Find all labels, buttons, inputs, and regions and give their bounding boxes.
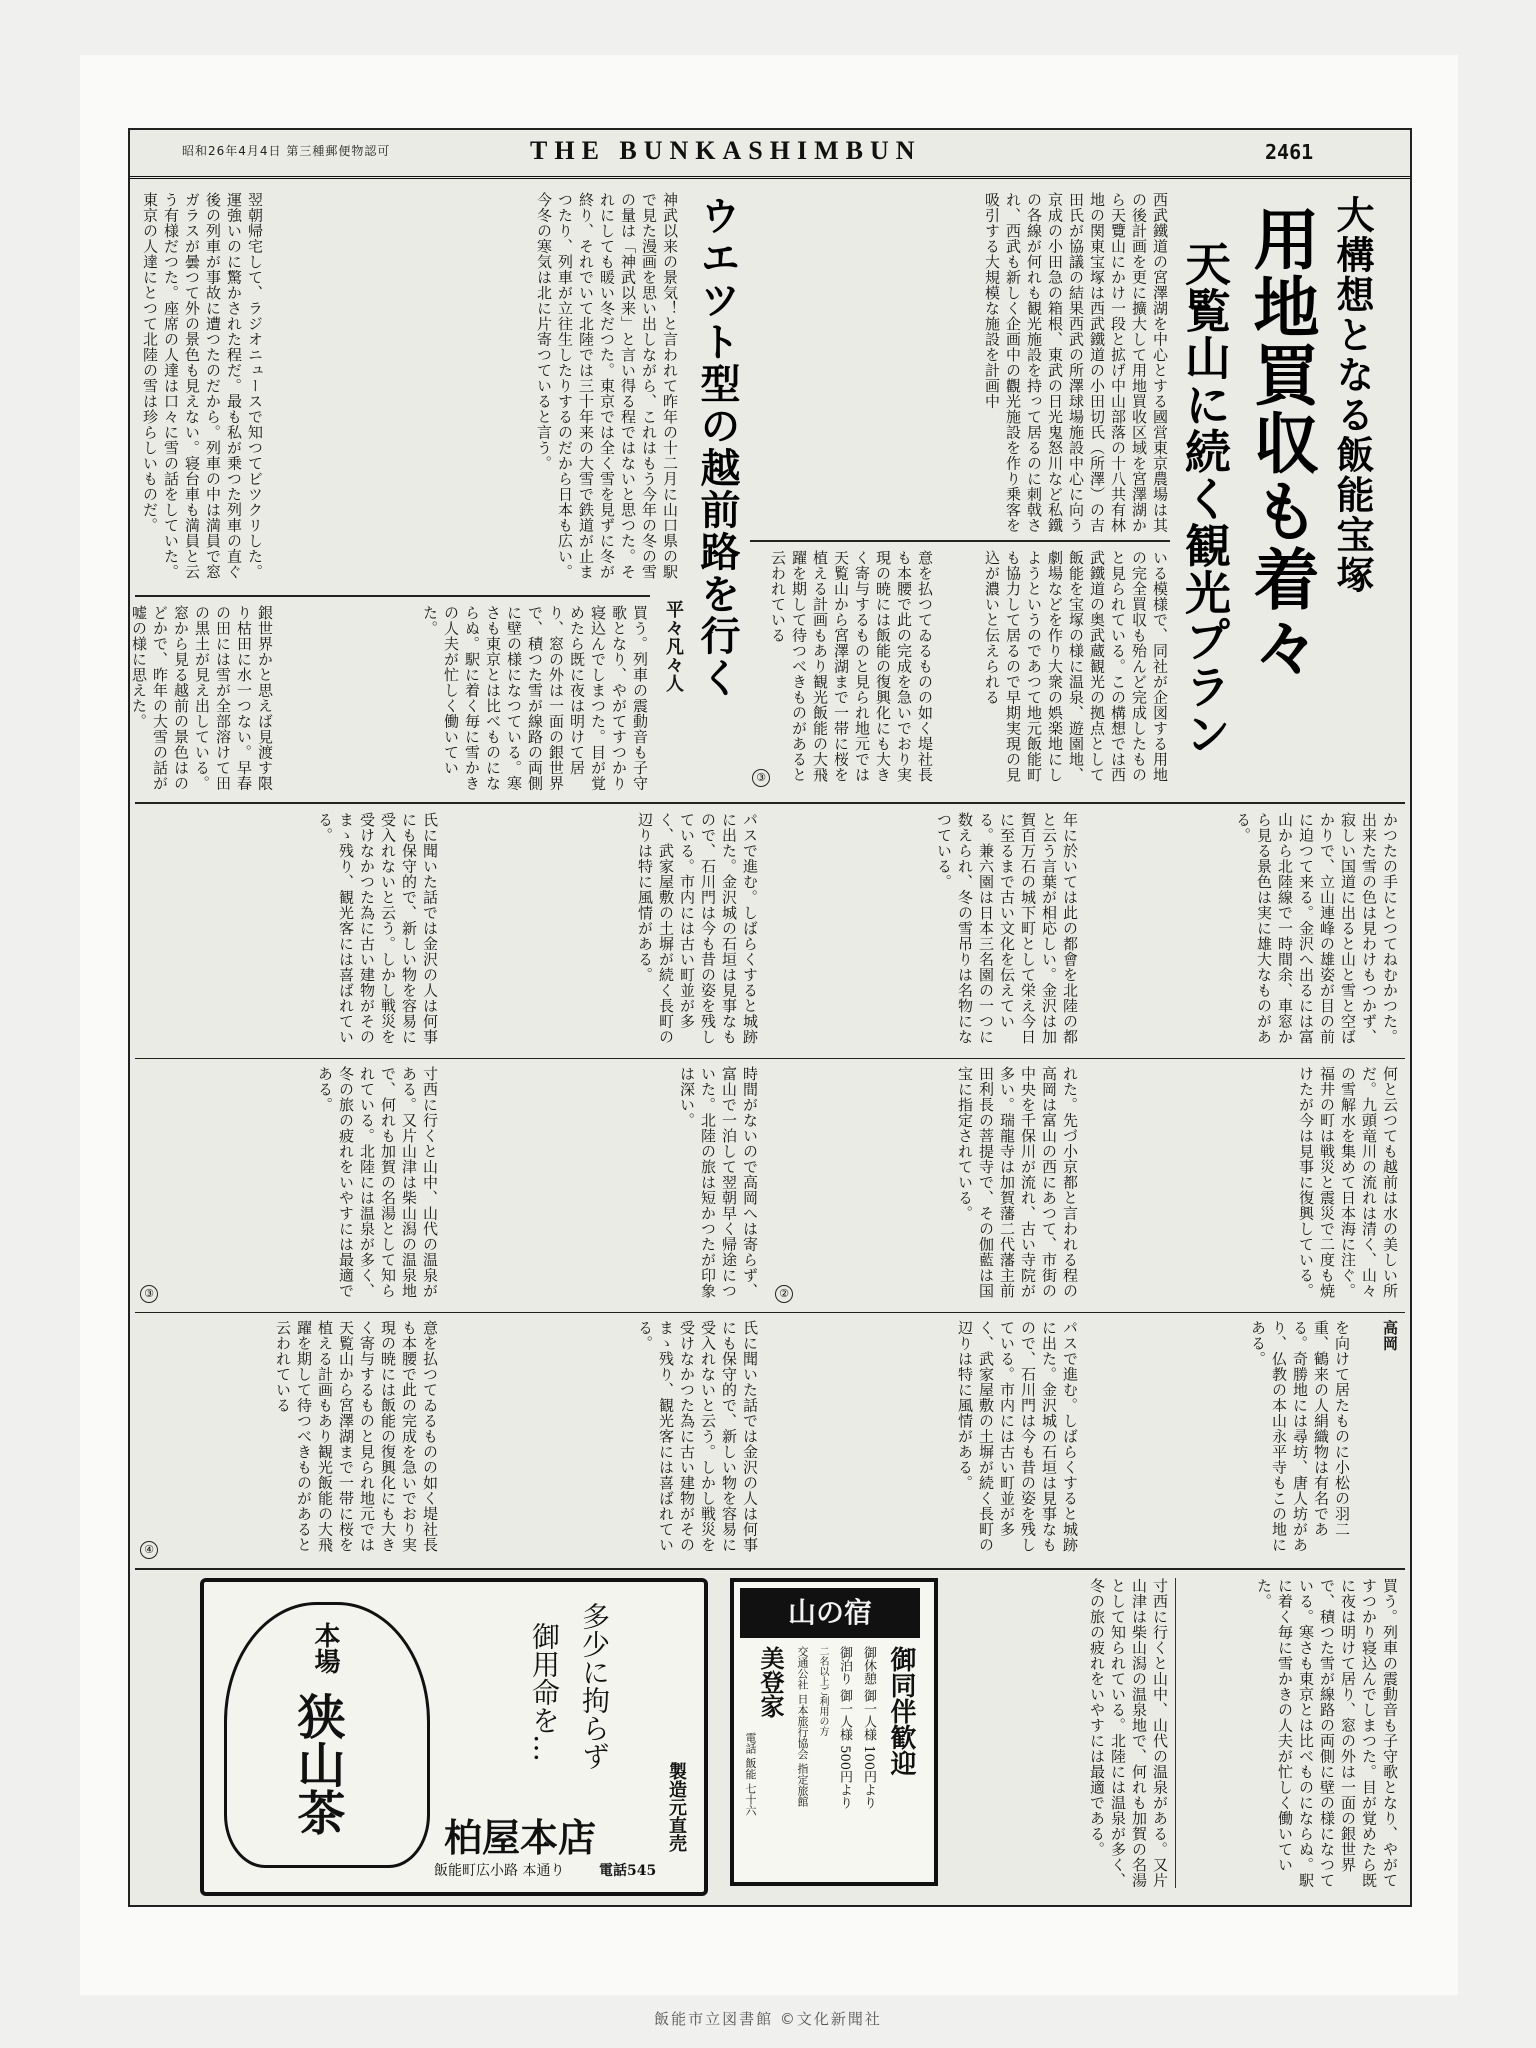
tea-slogan-2: 御用命を…: [528, 1622, 561, 1762]
article1-body-1: 西武鐵道の宮澤湖を中心とする國営東京農場は其の後計画を更に擴大して用地買收区域を宮澤湖から天覽山にかけ一段と拡げ中山部落の十八共有林地の関東宝塚は西武鐵道の小田切氏（所澤）の吉田氏が協議の結果西武の所澤球場施設中心に向う京成の小田急の箱根、東武の日光鬼怒川など私鐵の各線が何れも観光施設を持って居るのに刺戟され、西武も新しく企画中の觀光施設を作り乗客を吸引する大規模な施設を計画中: [983, 192, 1169, 533]
middle-text-2: 年に於いては此の都會を北陸の都と云う言葉が相応しい。金沢は加賀百万石の城下町として栄え今日に至るまで古い文化を伝えている。兼六園は日本三名園の一つに数えられ、冬の雪吊りは名物になつている。: [935, 812, 1079, 1045]
tea-address: 飯能町広小路 本通り: [434, 1863, 565, 1879]
bottom-text-2: 買う。列車の震動音も子守歌となり、やがてすつかり寝込んでしまつた。目が覚めたら既に夜は明けて居り、窓の外は一面の銀世界で、積つた雪が線路の両側に壁の様になつている。寒さも東京とは比べものにならぬ。駅に着く毎に雪かきの人夫が忙しく働いていた。: [1255, 1578, 1399, 1888]
library-credit: 飯能市立図書館 ©文化新聞社: [654, 2010, 882, 2028]
middle-text-1: かつたの手にとつてねむかつた。出来た雪の色は見わけもつかず、寂しい国道に出ると山と雪と空ばかりで、立山連峰の雄姿が目の前に迫つて来る。金沢へ出るには富山から北陸線で一時間余、車窓から見る景色は実に雄大なものがある。: [1234, 812, 1399, 1045]
tea-brand-top: 本場: [310, 1622, 340, 1674]
tea-slogan-1: 多少に拘らず: [578, 1602, 611, 1770]
middle-text-13: 意を払つてゐるものの如く堤社長も本腰で此の完成を急いでおり実現の暁には飯能の復興化にも大きく寄与するものと見られ地元では天覧山から宮澤湖まで一帯に桜を植える計画もあり観光飯能の大飛躍を期して待つべきものがあると云われている: [274, 1320, 439, 1553]
inn-phone: 電話 飯能 七十六: [744, 1732, 757, 1816]
middle-number-3-mark: ④: [140, 1541, 158, 1559]
middle-text-3: パスで進む。しばらくすると城跡に出た。金沢城の石垣は見事なもので、石川門は今も昔の姿を残している。市内には古い町並が多く、武家屋敷の土塀が続く長町の辺りは特に風情がある。: [636, 812, 759, 1045]
article2-body-4: 銀世界かと思えば見渡す限り枯田に水一つない。早春の田には雪が全部溶けて田の黒土が見え出している。窓から見る越前の景色はのどかで、昨年の大雪の話が嘘の様に思えた。: [130, 605, 274, 791]
middle-text-10: を向けて居たものに小松の羽二重、鶴来の人絹織物は有名である。奇勝地には尋坊、唐人坊があり、仏教の本山永平寺もこの地にある。: [1249, 1320, 1351, 1553]
inn-line-1: 御休憩 御一人様 100円より: [861, 1646, 876, 1810]
lower-section-divider: [135, 1568, 1405, 1570]
middle-number-1: [775, 1282, 795, 1302]
article1-divider: [750, 540, 1170, 542]
article1-number-mark: ③: [752, 769, 770, 787]
inn-line-2: 御泊り 御一人様 500円より: [837, 1646, 852, 1810]
middle-text-8: 寸西に行くと山中、山代の温泉がある。又片山津は柴山潟の温泉地で、何れも加賀の名湯として知られている。北陸には温泉が多く、冬の旅の疲れをいやすには最適である。: [316, 1066, 439, 1299]
article2-divider: [135, 595, 650, 597]
middle-divider-2: [135, 1312, 1405, 1313]
article2-headline: ウエツト型の越前路を行く: [694, 195, 741, 699]
article1-headline-c: 天覧山に続く観光プラン: [1178, 240, 1232, 757]
newspaper-page: [128, 128, 1412, 1907]
tea-shop-advertisement: [200, 1578, 708, 1896]
inn-name: 美登家: [756, 1646, 785, 1718]
middle-number-1-mark: ②: [775, 1285, 793, 1303]
masthead: [130, 130, 1410, 179]
middle-number-2-mark: ③: [140, 1285, 158, 1303]
article2-body-1: 神武以来の景気！と言われて昨年の十二月に山口県の駅で見た漫画を思い出しながら、これはもう今年の冬の雪の量は「神武以来」と言い得る程ではないと思つた。それにしても暖い冬だつた。東京では全く雪を見ずに冬が終り、それでいて北陸では三十年来の大雪で鉄道が止まつたり、列車が立往生したりするのだから日本も広い。今冬の寒気は北に片寄つていると言う。: [535, 192, 679, 580]
inn-logo-text: 山の宿: [787, 1596, 872, 1629]
inn-line-3: 二名以上ご利用の方: [817, 1646, 828, 1736]
article1-number: [752, 766, 772, 786]
middle-text-11: パスで進む。しばらくすると城跡に出た。金沢城の石垣は見事なもので、石川門は今も昔の姿を残している。市内には古い町並が多く、武家屋敷の土塀が続く長町の辺りは特に風情がある。: [956, 1320, 1079, 1553]
masthead-title: THE BUNKASHIMBUN: [530, 136, 922, 165]
issue-number: 2461: [1265, 140, 1314, 164]
article1-body-3: 意を払つてゐるものの如く堤社長も本腰で此の完成を急いでおり実現の暁には飯能の復興化にも大きく寄与するものと見られ地元では天覧山から宮澤湖まで一帯に桜を植える計画もあり観光飯能の大飛躍を期して待つべきものがあると云われている: [769, 550, 934, 783]
article1-headline-b: 用地買収も着々: [1242, 205, 1319, 681]
bottom-text-1: 寸西に行くと山中、山代の温泉がある。又片山津は柴山潟の温泉地で、何れも加賀の名湯として知られている。北陸には温泉が多く、冬の旅の疲れをいやすには最適である。: [1088, 1578, 1169, 1888]
middle-divider-1: [135, 1058, 1405, 1059]
middle-text-9: 高岡: [1381, 1320, 1399, 1351]
article2-body-2: 翌朝帰宅して、ラジオニュースで知つてビツクリした。運強いのに驚かされた程だ。最も私が乗つた列車の直ぐ後の列車が事故に遭つたのだから。列車の中は満員で窓ガラスが曇つて外の景色も見えない。寝台車も満員と云う有様だつた。座席の人達は口々に雪の話をしていた。東京の人達にとつて北陸の雪は珍らしいものだ。: [141, 192, 264, 580]
article1-headline-a: 大構想となる飯能宝塚: [1330, 195, 1374, 595]
article2-byline: 平々凡々人: [663, 600, 684, 693]
middle-text-4: 氏に聞いた話では金沢の人は何事にも保守的で、新しい物を容易に受入れないと云う。しかし戦災を受けなかつた為に古い建物がそのまゝ残り、観光客には喜ばれている。: [316, 812, 439, 1045]
tea-brand: 狭山茶: [289, 1692, 345, 1836]
upper-section-divider: [135, 802, 1405, 804]
tea-phone: 電話545: [599, 1863, 657, 1879]
tea-maker-label: 製造元直売: [666, 1762, 687, 1852]
middle-text-6: れた。先づ小京都と言われる程の高岡は富山の西にあつて、市街の中央を千保川が流れ、古い寺院が多い。瑞龍寺は加賀藩二代藩主前田利長の菩提寺で、その伽藍は国宝に指定されている。: [956, 1066, 1079, 1299]
article2-body-3: 買う。列車の震動音も子守歌となり、やがてすつかり寝込んでしまつた。目が覚めたら既に夜は明けて居り、窓の外は一面の銀世界で、積つた雪が線路の両側に壁の様になつている。寒さも東京とは比べものにならぬ。駅に着く毎に雪かきの人夫が忙しく働いていた。: [421, 605, 649, 791]
inn-headline: 御同伴歓迎: [886, 1646, 916, 1776]
middle-number-2: [140, 1282, 160, 1302]
middle-text-12: 氏に聞いた話では金沢の人は何事にも保守的で、新しい物を容易に受入れないと云う。しかし戦災を受けなかつた為に古い建物がそのまゝ残り、観光客には喜ばれている。: [636, 1320, 759, 1553]
masthead-date-line: 昭和26年4月4日 第三種郵便物認可: [182, 144, 391, 158]
inn-advertisement: [730, 1578, 938, 1886]
article1-body-2: いる模様で、同社が企図する用地の完全買収も殆んど完成したものと見られている。この構想では西武鐵道の奥武蔵観光の拠点として飯能を宝塚の様に温泉、遊園地、劇場などを作り大衆の娯楽地にしようというのであつて地元飯能町も協力して居るので早期実現の見込が濃いと伝えられる: [983, 550, 1169, 783]
middle-number-3: [140, 1538, 160, 1558]
middle-text-5: 何と云つても越前は水の美しい所だ。九頭竜川の流れは清く、山々の雪解水を集めて日本海に注ぐ。福井の町は戦災と震災で二度も焼けたが今は見事に復興している。: [1297, 1066, 1399, 1299]
tea-maker-name: 柏屋本店: [444, 1815, 597, 1860]
inn-line-4: 交通公社 日本旅行協会 指定旅館: [796, 1646, 809, 1807]
middle-text-7: 時間がないので高岡へは寄らず、富山で一泊して翌朝早く帰途についた。北陸の旅は短かつたが印象は深い。: [678, 1066, 759, 1299]
inn-logo: [740, 1588, 920, 1638]
bottom-rule: [1175, 1578, 1176, 1888]
